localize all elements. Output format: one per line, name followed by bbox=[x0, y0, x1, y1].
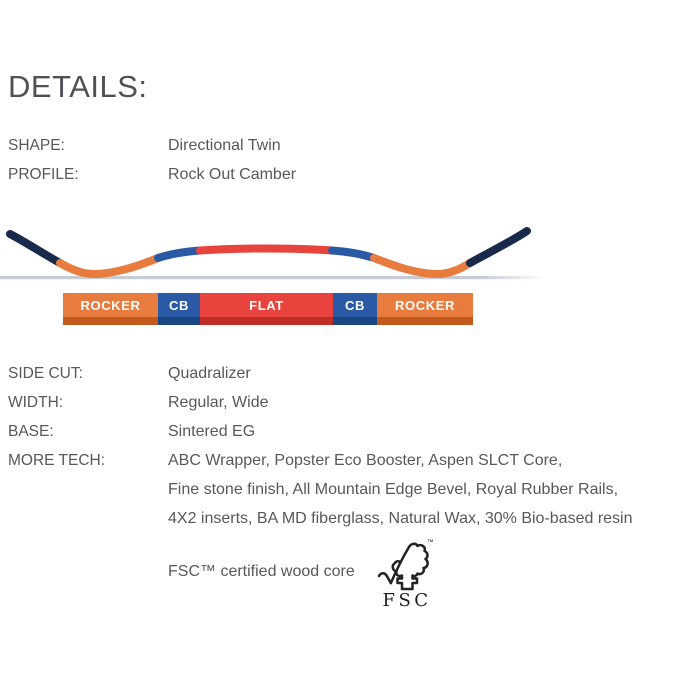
spec-label-shape: SHAPE: bbox=[8, 137, 65, 154]
spec-row-profile bbox=[8, 160, 296, 189]
spec-label-profile: PROFILE: bbox=[8, 166, 79, 183]
spec-row-moretech-cont2 bbox=[8, 504, 633, 533]
spec-label-width: WIDTH: bbox=[8, 394, 64, 411]
board-curve bbox=[10, 231, 527, 274]
page-title: DETAILS: bbox=[8, 69, 148, 104]
spec-value-moretech-line1: ABC Wrapper, Popster Eco Booster, Aspen SLCT Core, bbox=[168, 452, 563, 469]
bar-flat-shadow bbox=[200, 317, 333, 325]
bar-label-cb-left: CB bbox=[169, 298, 189, 313]
fsc-trademark-symbol: ™ bbox=[427, 539, 434, 546]
curve-tip-left bbox=[10, 234, 60, 263]
spec-table-top bbox=[8, 131, 296, 189]
spec-row-base bbox=[8, 417, 633, 446]
spec-value-moretech-line2: Fine stone finish, All Mountain Edge Bevel, Royal Rubber Rails, bbox=[168, 481, 619, 498]
ground-line bbox=[0, 276, 545, 279]
spec-row-moretech bbox=[8, 446, 633, 475]
bar-label-flat: FLAT bbox=[249, 298, 284, 313]
curve-tip-right bbox=[470, 231, 527, 263]
bar-label-rocker-right: ROCKER bbox=[395, 298, 455, 313]
spec-label-moretech: MORE TECH: bbox=[8, 452, 106, 469]
spec-value-width: Regular, Wide bbox=[168, 394, 269, 411]
spec-value-moretech-line3: 4X2 inserts, BA MD fiberglass, Natural Wax, 30% Bio-based resin bbox=[168, 510, 633, 527]
curve-rocker-right bbox=[374, 258, 470, 274]
bar-cb-right-shadow bbox=[333, 317, 377, 325]
curve-flat bbox=[200, 249, 332, 251]
fsc-logo-icon bbox=[376, 535, 438, 609]
bar-cb-left-shadow bbox=[158, 317, 200, 325]
bar-label-rocker-left: ROCKER bbox=[80, 298, 141, 313]
fsc-certification-note: FSC™ certified wood core bbox=[168, 563, 355, 580]
bar-rocker-right-shadow bbox=[377, 317, 473, 325]
spec-table-bottom bbox=[8, 359, 633, 533]
bar-label-cb-right: CB bbox=[345, 298, 365, 313]
spec-row-width bbox=[8, 388, 633, 417]
board-profile-diagram bbox=[0, 220, 680, 335]
spec-value-sidecut: Quadralizer bbox=[168, 365, 251, 382]
curve-cb-right bbox=[332, 251, 374, 259]
spec-value-base: Sintered EG bbox=[168, 423, 256, 440]
curve-rocker-left bbox=[60, 258, 158, 274]
spec-label-spacer1 bbox=[8, 475, 168, 504]
spec-value-shape: Directional Twin bbox=[168, 137, 281, 154]
spec-row-sidecut bbox=[8, 359, 633, 388]
curve-cb-left bbox=[158, 251, 200, 259]
spec-label-base: BASE: bbox=[8, 423, 54, 440]
spec-value-profile: Rock Out Camber bbox=[168, 166, 297, 183]
fsc-wordmark: FSC bbox=[382, 590, 432, 609]
spec-label-sidecut: SIDE CUT: bbox=[8, 365, 83, 382]
spec-label-spacer2 bbox=[8, 504, 168, 533]
spec-row-moretech-cont1 bbox=[8, 475, 633, 504]
spec-row-shape bbox=[8, 131, 296, 160]
profile-legend-bar bbox=[63, 293, 473, 325]
bar-rocker-left-shadow bbox=[63, 317, 158, 325]
